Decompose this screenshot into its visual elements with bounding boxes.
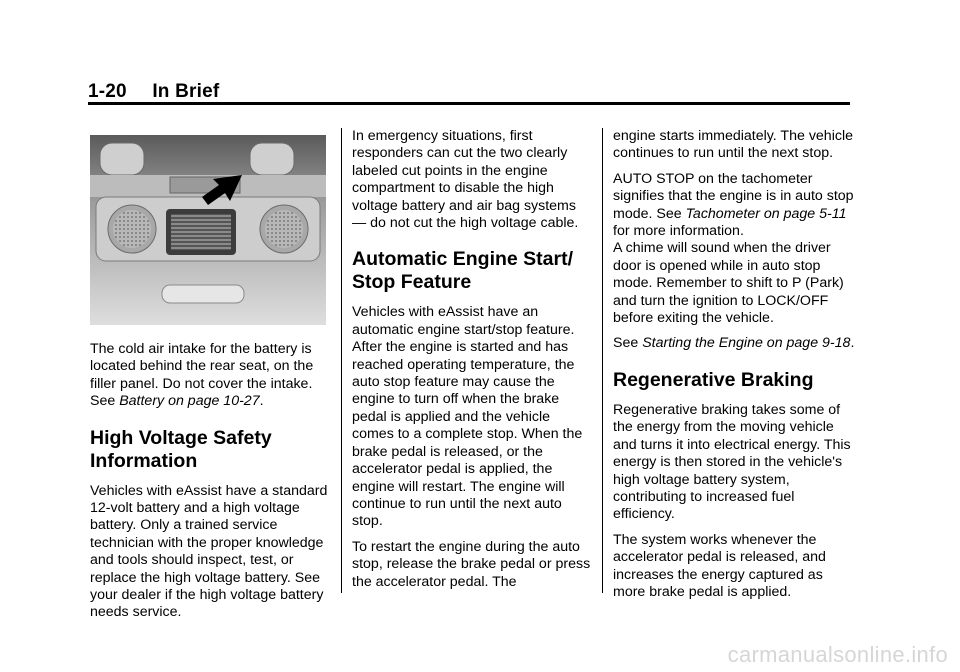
heading-regenerative-braking: Regenerative Braking (613, 368, 814, 391)
heading-high-voltage-safety: High Voltage Safety Information (90, 426, 272, 472)
section-title: In Brief (152, 81, 220, 102)
starting-engine-link[interactable]: Starting the Engine on page 9-18 (642, 335, 851, 352)
starting-engine-reference: See Starting the Engine on page 9-18. (613, 335, 855, 352)
column-divider (602, 128, 603, 593)
tachometer-link[interactable]: Tachometer on page 5-11 (685, 205, 847, 222)
restart-paragraph: To restart the engine during the auto stop, release the brake pedal or press the accelerator pedal. The (352, 538, 591, 590)
watermark: carmanualsonline.info (727, 642, 948, 667)
engine-starts-paragraph: engine starts immediately. The vehicle continues to run until the next stop. (613, 128, 853, 162)
auto-stop-tachometer-paragraph: AUTO STOP on the tachometer signifies that the engine is in auto stop mode. See Tachometer on page 5-11 for more information. A chime will sound when the driver door is opened while in auto stop mode. Remember to shift to P (Park) and turn the ignition to LOCK/OFF before exiting the vehicle. (613, 170, 854, 327)
page-number: 1-20 (88, 81, 127, 102)
column-1 (90, 128, 330, 630)
battery-intake-illustration (90, 135, 326, 325)
column-3 (613, 128, 858, 609)
high-voltage-paragraph: Vehicles with eAssist have a standard 12-volt battery and a high voltage battery. Only a trained service technician with the proper knowledge and tools should inspect, test, or replace the high voltage battery. See your dealer if the high voltage battery needs service. (90, 482, 328, 621)
auto-stop-paragraph: Vehicles with eAssist have an automatic engine start/stop feature. After the engine is started and has reached operating temperature, the auto stop feature may cause the engine to turn off when the brake pedal is applied and the vehicle comes to a complete stop. When the brake pedal is released, or the accelerator pedal is applied, the engine will restart. The engine will continue to run until the next auto stop. (352, 304, 583, 530)
regen-paragraph-2: The system works whenever the accelerator pedal is released, and increases the energy captured as more brake pedal is applied. (613, 531, 826, 600)
illustration-caption: The cold air intake for the battery is located behind the rear seat, on the filler panel. Do not cover the intake. See Battery on page 10-27. (90, 341, 314, 410)
column-divider (341, 128, 342, 593)
heading-auto-start-stop: Automatic Engine Start/ Stop Feature (352, 248, 574, 294)
regen-paragraph-1: Regenerative braking takes some of the energy from the moving vehicle and turns it into electrical energy. This energy is then stored in the vehicle's high voltage battery system, contributing to increased fuel efficiency. (613, 401, 851, 523)
column-2 (352, 128, 592, 599)
page-header (88, 80, 219, 104)
battery-link[interactable]: Battery on page 10-27 (119, 393, 260, 410)
emergency-paragraph: In emergency situations, first responders can cut the two clearly labeled cut points in the engine compartment to disable the high voltage battery and air bag systems — do not cut the high voltage cable. (352, 128, 579, 232)
header-rule (88, 102, 850, 105)
